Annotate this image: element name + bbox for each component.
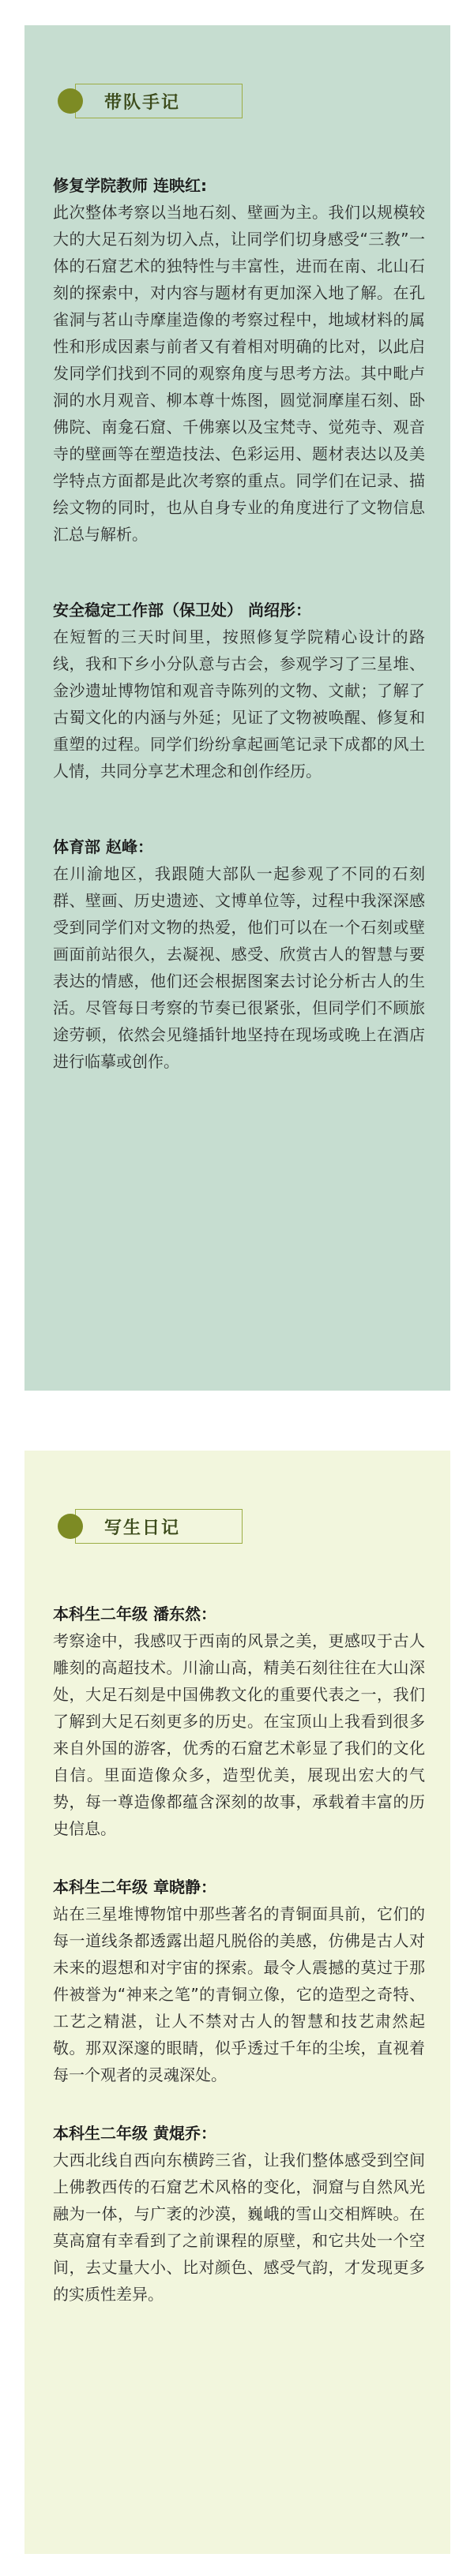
section-title: 写生日记: [75, 1509, 243, 1544]
circle-bullet-icon: [58, 88, 83, 114]
entry-author: 本科生二年级 章晓静：: [53, 1878, 216, 1896]
entry: [53, 1874, 425, 2088]
entry-text: 考察途中，我感叹于西南的风景之美，更感叹于古人雕刻的高超技术。川渝山高，精美石刻往往在大山深处，大足石刻是中国佛教文化的重要代表之一，我们了解到大足石刻更多的历史。在宝顶山上我看到很多来自外国的游客，优秀的石窟艺术彰显了我们的文化自信。里面造像众多，造型优美，展现出宏大的气势，每一尊造像都蕴含深刻的故事，承载着丰富的历史信息。: [53, 1631, 425, 1838]
entry: [53, 1601, 425, 1842]
section-header: [58, 1509, 243, 1544]
entry-author: 本科生二年级 潘东然：: [53, 1604, 216, 1623]
section-panel-sketch-diary: [24, 1451, 450, 2554]
entry-author: 修复学院教师 连映红:: [53, 176, 207, 195]
entry-list: [53, 1601, 425, 2308]
entry-text: 站在三星堆博物馆中那些著名的青铜面具前，它们的每一道线条都透露出超凡脱俗的美感，仿佛是古人对未来的遐想和对宇宙的探索。最令人震撼的莫过于那件被誉为“神来之笔”的青铜立像，它的造型之奇特、工艺之精湛，让人不禁对古人的智慧和技艺肃然起敬。那双深邃的眼睛，似乎透过千年的尘埃，直视着每一个观者的灵魂深处。: [53, 1904, 425, 2084]
circle-bullet-icon: [58, 1514, 83, 1539]
entry-text: 在川渝地区，我跟随大部队一起参观了不同的石刻群、壁画、历史遗迹、文博单位等，过程中我深深感受到同学们对文物的热爱，他们可以在一个石刻或壁画面前站很久，去凝视、感受、欣赏古人的智慧与要表达的情感，他们还会根据图案去讨论分析古人的生活。尽管每日考察的节奏已很紧张，但同学们不顾旅途劳顿，依然会见缝插针地坚持在现场或晚上在酒店进行临摹或创作。: [53, 864, 425, 1071]
entry-text: 大西北线自西向东横跨三省，让我们整体感受到空间上佛教西传的石窟艺术风格的变化，洞窟与自然风光融为一体，与广袤的沙漠，巍峨的雪山交相辉映。在莫高窟有幸看到了之前课程的原壁，和它共处一个空间，去丈量大小、比对颜色、感受气韵，才发现更多的实质性差异。: [53, 2151, 425, 2304]
entry: [53, 597, 425, 784]
section-header: [58, 84, 243, 118]
section-panel-leader-notes: [24, 25, 450, 1391]
entry-text: 在短暂的三天时间里，按照修复学院精心设计的路线，我和下乡小分队意与古会，参观学习了三星堆、金沙遗址博物馆和观音寺陈列的文物、文献；了解了古蜀文化的内涵与外延；见证了文物被唤醒、修复和重塑的过程。同学们纷纷拿起画笔记录下成都的风土人情，共同分享艺术理念和创作经历。: [53, 627, 425, 781]
entry: [53, 172, 425, 548]
entry: [53, 2120, 425, 2308]
entry-author: 安全稳定工作部（保卫处） 尚绍彤：: [53, 601, 311, 620]
entry-list: [53, 172, 425, 1124]
entry-author: 本科生二年级 黄焜乔：: [53, 2124, 216, 2143]
entry-text: 此次整体考察以当地石刻、壁画为主。我们以规模较大的大足石刻为切入点，让同学们切身感受“三教”一体的石窟艺术的独特性与丰富性，进而在南、北山石刻的探索中，对内容与题材有更加深入地了解。在孔雀洞与茗山寺摩崖造像的考察过程中，地域材料的属性和形成因素与前者又有着相对明确的比对，以此启发同学们找到不同的观察角度与思考方法。其中毗卢洞的水月观音、柳本尊十炼图，圆觉洞摩崖石刻、卧佛院、南龛石窟、千佛寨以及宝梵寺、觉苑寺、观音寺的壁画等在塑造技法、色彩运用、题材表达以及美学特点方面都是此次考察的重点。同学们在记录、描绘文物的同时，也从自身专业的角度进行了文物信息汇总与解析。: [53, 203, 425, 544]
entry-author: 体育部 赵峰：: [53, 837, 153, 856]
entry: [53, 833, 425, 1075]
section-title: 带队手记: [75, 84, 243, 118]
